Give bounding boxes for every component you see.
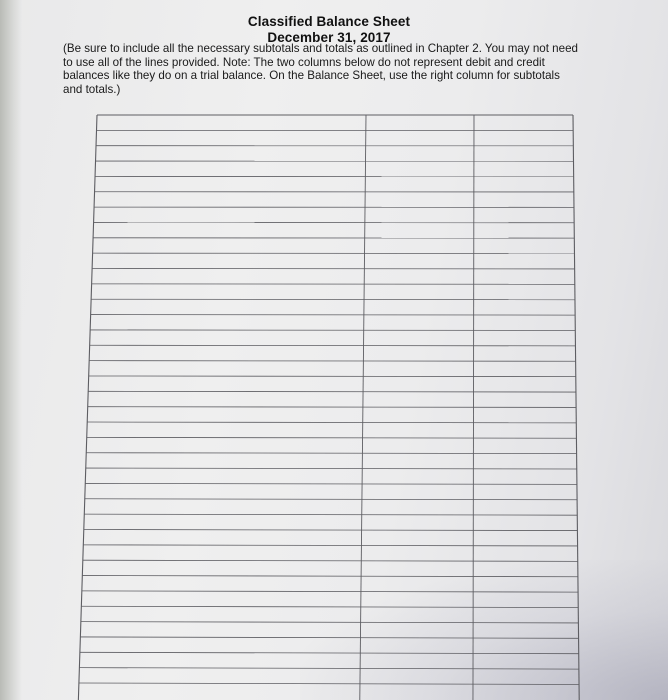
ruled-row-line bbox=[89, 361, 575, 362]
ruled-row-line bbox=[88, 407, 576, 408]
ruled-row-line bbox=[86, 453, 576, 454]
ruled-row-line bbox=[89, 376, 576, 377]
ruled-row-line bbox=[84, 529, 578, 530]
ruled-row-line bbox=[90, 345, 576, 346]
ruled-row-line bbox=[87, 437, 577, 438]
ruled-row-line bbox=[84, 514, 577, 515]
ruled-row-line bbox=[81, 622, 579, 623]
instructions-line: to use all of the lines provided. Note: The two columns below do not represent debit and credit bbox=[63, 55, 545, 69]
column-border-line bbox=[78, 115, 97, 700]
page-date: December 31, 2017 bbox=[267, 30, 391, 45]
ruled-row-line bbox=[79, 683, 579, 684]
page-title: Classified Balance Sheet bbox=[247, 14, 411, 29]
instructions-line: balances like they do on a trial balance. On the Balance Sheet, use the right column for subtotals bbox=[63, 69, 560, 83]
instructions-line: and totals.) bbox=[63, 82, 121, 96]
ruled-row-line bbox=[85, 499, 577, 500]
ruled-row-line bbox=[82, 576, 578, 577]
ruled-row-line bbox=[85, 483, 577, 484]
ruled-row-line bbox=[88, 391, 576, 392]
ruled-row-line bbox=[83, 545, 577, 546]
ruled-row-line bbox=[83, 560, 578, 561]
ruled-row-line bbox=[90, 330, 575, 331]
ruled-row-line bbox=[81, 606, 578, 607]
ruled-row-line bbox=[82, 591, 578, 592]
instructions-line: (Be sure to include all the necessary subtotals and totals as outlined in Chapter 2. You may not need bbox=[63, 42, 578, 55]
ruled-row-line bbox=[80, 637, 578, 638]
ruled-row-line bbox=[91, 315, 575, 316]
ruled-row-line bbox=[79, 668, 578, 669]
ruled-row-line bbox=[86, 468, 577, 469]
ruled-row-line bbox=[80, 652, 579, 653]
column-border-line bbox=[473, 115, 474, 700]
ruled-row-line bbox=[87, 422, 576, 423]
